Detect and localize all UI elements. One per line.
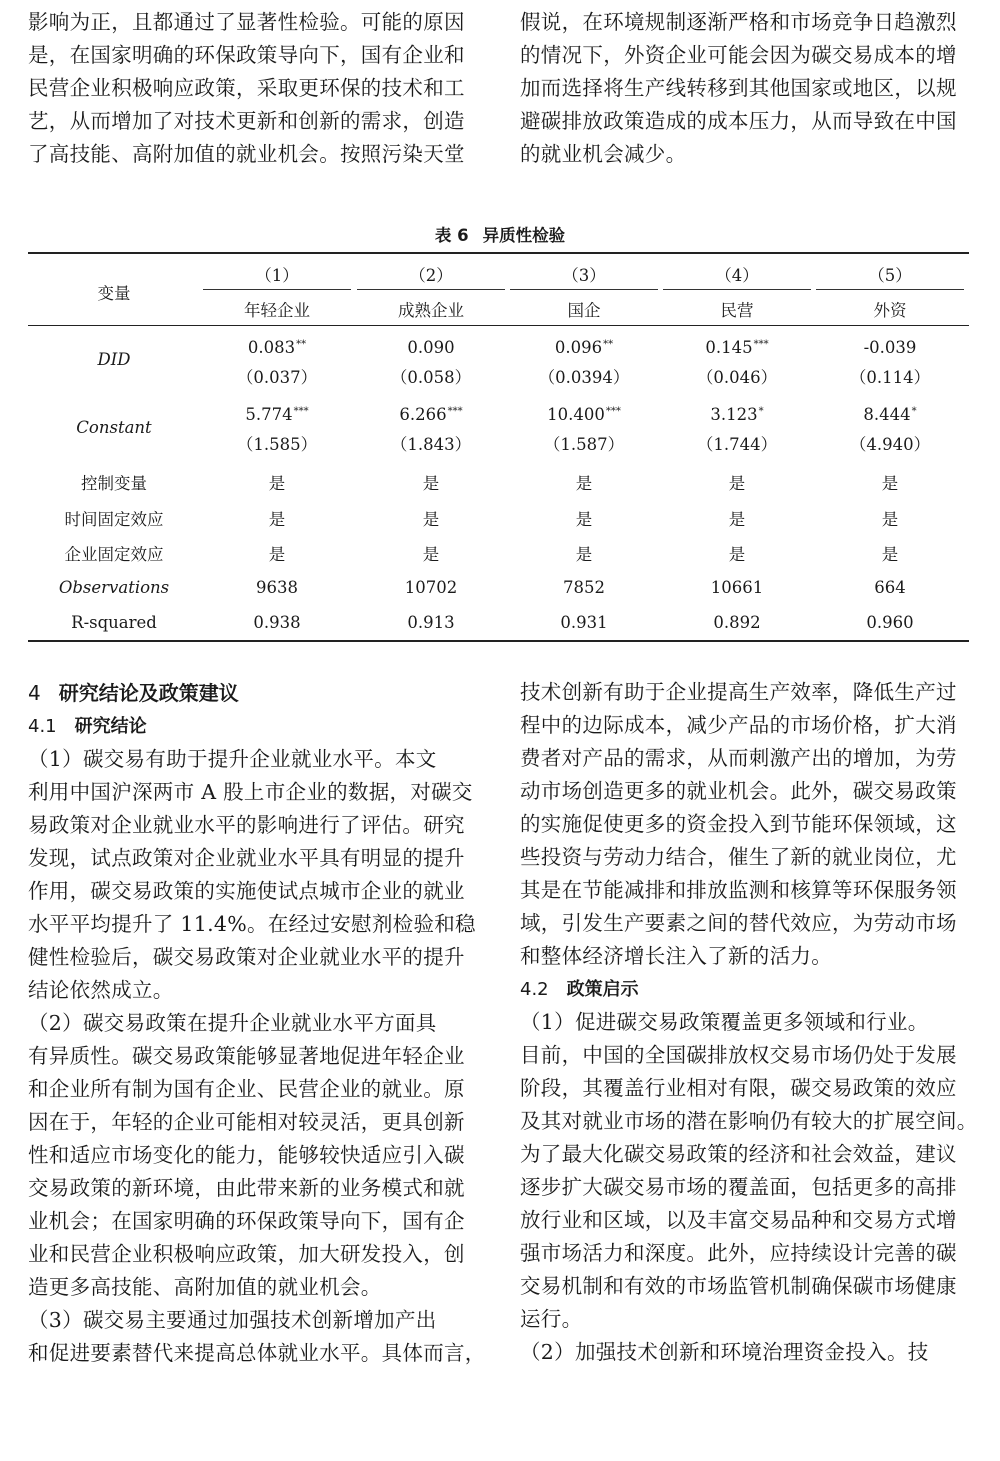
top-left-column xyxy=(28,6,480,171)
table-cell: 是 xyxy=(728,474,746,493)
constant-coefficient xyxy=(356,405,506,424)
table-caption-title: 异质性检验 xyxy=(482,226,566,245)
text-line: 强市场活力和深度。此外，应持续设计完善的碳 xyxy=(520,1241,957,1265)
table-cell: 是 xyxy=(422,510,440,529)
text-line: 民营企业积极响应政策，采取更环保的技术和工 xyxy=(28,76,465,100)
conclusion-2-paragraph xyxy=(28,1007,480,1304)
column-label: 成熟企业 xyxy=(398,301,464,320)
text-line: 的就业机会减少。 xyxy=(520,142,687,166)
column-group-rule xyxy=(357,289,505,290)
text-line: 发现，试点政策对企业就业水平具有明显的提升 xyxy=(28,846,465,870)
section-4-2-number: 4.2 xyxy=(520,979,549,1000)
text-line: 逐步扩大碳交易市场的覆盖面，包括更多的高排 xyxy=(520,1175,957,1199)
table-cell: 是 xyxy=(268,545,286,564)
table-cell: 10702 xyxy=(404,578,458,597)
section-4-1-heading xyxy=(28,710,480,743)
constant-coefficient xyxy=(662,405,812,424)
did-row-label: DID xyxy=(97,350,131,369)
section-4-2-title: 政策启示 xyxy=(566,979,639,1000)
column-number: （5） xyxy=(868,266,912,285)
table-cell: 是 xyxy=(575,474,593,493)
significance-stars: *** xyxy=(753,339,769,350)
text-line: 些投资与劳动力结合，催生了新的就业岗位，尤 xyxy=(520,845,957,869)
column-number: （2） xyxy=(409,266,453,285)
section-4-title: 研究结论及政策建议 xyxy=(58,681,239,705)
did-standard-error: （0.058） xyxy=(390,368,472,387)
top-right-column xyxy=(520,6,972,171)
text-line: 健性检验后，碳交易政策对企业就业水平的提升 xyxy=(28,945,465,969)
top-left-paragraph xyxy=(28,6,480,171)
column-group-rule xyxy=(203,289,351,290)
table-cell: 是 xyxy=(881,545,899,564)
conclusion-3-continued-paragraph xyxy=(520,676,972,973)
section-4-1-number: 4.1 xyxy=(28,716,57,737)
text-line: 结论依然成立。 xyxy=(28,978,174,1002)
text-line: 利用中国沪深两市 A 股上市企业的数据，对碳交 xyxy=(28,780,473,804)
text-line: 的实施促使更多的资金投入到节能环保领域，这 xyxy=(520,812,957,836)
column-label: 国企 xyxy=(567,301,601,320)
table-cell: 是 xyxy=(575,545,593,564)
text-line: 域，引发生产要素之间的替代效应，为劳动市场 xyxy=(520,911,957,935)
text-line: 是，在国家明确的环保政策导向下，国有企业和 xyxy=(28,43,465,67)
coefficient-value: 0.145 xyxy=(705,338,753,357)
text-line: 动市场创造更多的就业机会。此外，碳交易政策 xyxy=(520,779,957,803)
row-label: R-squared xyxy=(71,613,157,632)
did-coefficient xyxy=(509,338,659,357)
conclusion-1-paragraph xyxy=(28,743,480,1007)
heterogeneity-table xyxy=(28,252,969,642)
text-line: 业机会；在国家明确的环保政策导向下，国有企 xyxy=(28,1209,465,1233)
significance-stars: *** xyxy=(293,406,309,417)
table-cell: 0.938 xyxy=(253,613,301,632)
text-line: 技术创新有助于企业提高生产效率，降低生产过 xyxy=(520,680,957,704)
table-cell: 是 xyxy=(422,474,440,493)
table-cell: 9638 xyxy=(256,578,298,597)
coefficient-value: 5.774 xyxy=(245,405,293,424)
constant-standard-error: （1.744） xyxy=(696,435,778,454)
constant-coefficient xyxy=(202,405,352,424)
text-line: 影响为正，且都通过了显著性检验。可能的原因 xyxy=(28,10,465,34)
did-standard-error: （0.0394） xyxy=(538,368,630,387)
table-cell: 是 xyxy=(268,510,286,529)
section-4-heading xyxy=(28,676,480,710)
section-4-number: 4 xyxy=(28,681,41,705)
text-line: （1）碳交易有助于提升企业就业水平。本文 xyxy=(28,747,437,771)
text-line: 和促进要素替代来提高总体就业水平。具体而言， xyxy=(28,1341,486,1365)
text-line: 了高技能、高附加值的就业机会。按照污染天堂 xyxy=(28,142,465,166)
text-line: 和企业所有制为国有企业、民营企业的就业。原 xyxy=(28,1077,465,1101)
significance-stars: * xyxy=(758,406,764,417)
text-line: 性和适应市场变化的能力，能够较快适应引入碳 xyxy=(28,1143,465,1167)
bottom-right-column xyxy=(520,676,978,1369)
table-cell: 是 xyxy=(422,545,440,564)
table-cell: 0.931 xyxy=(560,613,608,632)
constant-row-label: Constant xyxy=(76,418,152,437)
column-group-rule xyxy=(510,289,658,290)
text-line: 阶段，其覆盖行业相对有限，碳交易政策的效应 xyxy=(520,1076,957,1100)
table-cell: 0.960 xyxy=(866,613,914,632)
did-coefficient xyxy=(815,338,965,357)
constant-coefficient xyxy=(509,405,659,424)
table-cell: 10661 xyxy=(710,578,764,597)
significance-stars: *** xyxy=(447,406,463,417)
text-line: （1）促进碳交易政策覆盖更多领域和行业。 xyxy=(520,1010,929,1034)
table-cell: 是 xyxy=(575,510,593,529)
constant-standard-error: （1.587） xyxy=(543,435,625,454)
section-4-1-title: 研究结论 xyxy=(74,716,147,737)
text-line: 业和民营企业积极响应政策，加大研发投入，创 xyxy=(28,1242,465,1266)
text-line: 程中的边际成本，减少产品的市场价格，扩大消 xyxy=(520,713,957,737)
text-line: 和整体经济增长注入了新的活力。 xyxy=(520,944,832,968)
constant-standard-error: （4.940） xyxy=(849,435,931,454)
table-cell: 是 xyxy=(728,510,746,529)
constant-standard-error: （1.843） xyxy=(390,435,472,454)
column-group-rule xyxy=(663,289,811,290)
text-line: 交易政策的新环境，由此带来新的业务模式和就 xyxy=(28,1176,465,1200)
table-cell: 0.892 xyxy=(713,613,761,632)
significance-stars: ** xyxy=(296,339,307,350)
text-line: 交易机制和有效的市场监管机制确保碳市场健康 xyxy=(520,1274,957,1298)
coefficient-value: 0.096 xyxy=(554,338,603,357)
constant-coefficient xyxy=(815,405,965,424)
did-coefficient xyxy=(356,338,506,357)
column-label: 年轻企业 xyxy=(244,301,310,320)
text-line: 放行业和区域，以及丰富交易品种和交易方式增 xyxy=(520,1208,957,1232)
constant-standard-error: （1.585） xyxy=(236,435,318,454)
text-line: 加而选择将生产线转移到其他国家或地区，以规 xyxy=(520,76,957,100)
did-standard-error: （0.114） xyxy=(849,368,931,387)
text-line: 其是在节能减排和排放监测和核算等环保服务领 xyxy=(520,878,957,902)
text-line: 避碳排放政策造成的成本压力，从而导致在中国 xyxy=(520,109,957,133)
text-line: （2）碳交易政策在提升企业就业水平方面具 xyxy=(28,1011,437,1035)
significance-stars: *** xyxy=(605,406,621,417)
section-4-2-heading xyxy=(520,973,972,1006)
column-number: （1） xyxy=(255,266,299,285)
text-line: 作用，碳交易政策的实施使试点城市企业的就业 xyxy=(28,879,465,903)
variable-header: 变量 xyxy=(97,284,131,303)
column-group-rule xyxy=(816,289,964,290)
table-cell: 是 xyxy=(881,474,899,493)
table-bottom-rule xyxy=(28,640,969,642)
text-line: 因在于，年轻的企业可能相对较灵活，更具创新 xyxy=(28,1110,465,1134)
text-line: 艺，从而增加了对技术更新和创新的需求，创造 xyxy=(28,109,465,133)
text-line: 有异质性。碳交易政策能够显著地促进年轻企业 xyxy=(28,1044,465,1068)
text-line: 运行。 xyxy=(520,1307,583,1331)
text-line: 易政策对企业就业水平的影响进行了评估。研究 xyxy=(28,813,465,837)
text-line: 为了最大化碳交易政策的经济和社会效益，建议 xyxy=(520,1142,957,1166)
text-line: 假说，在环境规制逐渐严格和市场竞争日趋激烈 xyxy=(520,10,957,34)
column-label: 民营 xyxy=(720,301,754,320)
significance-stars: ** xyxy=(603,339,614,350)
did-standard-error: （0.037） xyxy=(236,368,318,387)
table-cell: 0.913 xyxy=(407,613,455,632)
row-label: Observations xyxy=(58,578,170,597)
text-line: 水平平均提升了 11.4%。在经过安慰剂检验和稳 xyxy=(28,912,476,936)
text-line: 的情况下，外资企业可能会因为碳交易成本的增 xyxy=(520,43,957,67)
significance-stars: * xyxy=(911,406,917,417)
bottom-left-column xyxy=(28,676,486,1370)
coefficient-value: 6.266 xyxy=(399,405,447,424)
table-header-rule xyxy=(28,325,969,326)
policy-1-paragraph xyxy=(520,1006,978,1336)
policy-2-paragraph xyxy=(520,1336,972,1369)
coefficient-value: 10.400 xyxy=(547,405,605,424)
text-line: （3）碳交易主要通过加强技术创新增加产出 xyxy=(28,1308,437,1332)
table-cell: 7852 xyxy=(563,578,605,597)
text-line: 目前，中国的全国碳排放权交易市场仍处于发展 xyxy=(520,1043,957,1067)
row-label: 时间固定效应 xyxy=(64,510,164,529)
coefficient-value: 0.090 xyxy=(407,338,455,357)
did-standard-error: （0.046） xyxy=(696,368,778,387)
did-coefficient xyxy=(202,338,352,357)
coefficient-value: 0.083 xyxy=(247,338,296,357)
coefficient-value: 8.444 xyxy=(863,405,911,424)
table-cell: 是 xyxy=(268,474,286,493)
column-number: （4） xyxy=(715,266,759,285)
row-label: 企业固定效应 xyxy=(64,545,164,564)
conclusion-3-paragraph xyxy=(28,1304,486,1370)
table-caption-number: 表 6 xyxy=(434,226,469,245)
coefficient-value: 3.123 xyxy=(710,405,758,424)
text-line: （2）加强技术创新和环境治理资金投入。技 xyxy=(520,1340,929,1364)
table-cell: 664 xyxy=(874,578,906,597)
row-label: 控制变量 xyxy=(81,474,147,493)
coefficient-value: -0.039 xyxy=(863,338,917,357)
did-coefficient xyxy=(662,338,812,357)
text-line: 造更多高技能、高附加值的就业机会。 xyxy=(28,1275,382,1299)
table-caption xyxy=(0,222,1000,246)
table-cell: 是 xyxy=(881,510,899,529)
text-line: 费者对产品的需求，从而刺激产出的增加，为劳 xyxy=(520,746,957,770)
text-line: 及其对就业市场的潜在影响仍有较大的扩展空间。 xyxy=(520,1109,978,1133)
table-top-rule xyxy=(28,252,969,254)
top-right-paragraph xyxy=(520,6,972,171)
table-cell: 是 xyxy=(728,545,746,564)
column-number: （3） xyxy=(562,266,606,285)
column-label: 外资 xyxy=(873,301,907,320)
